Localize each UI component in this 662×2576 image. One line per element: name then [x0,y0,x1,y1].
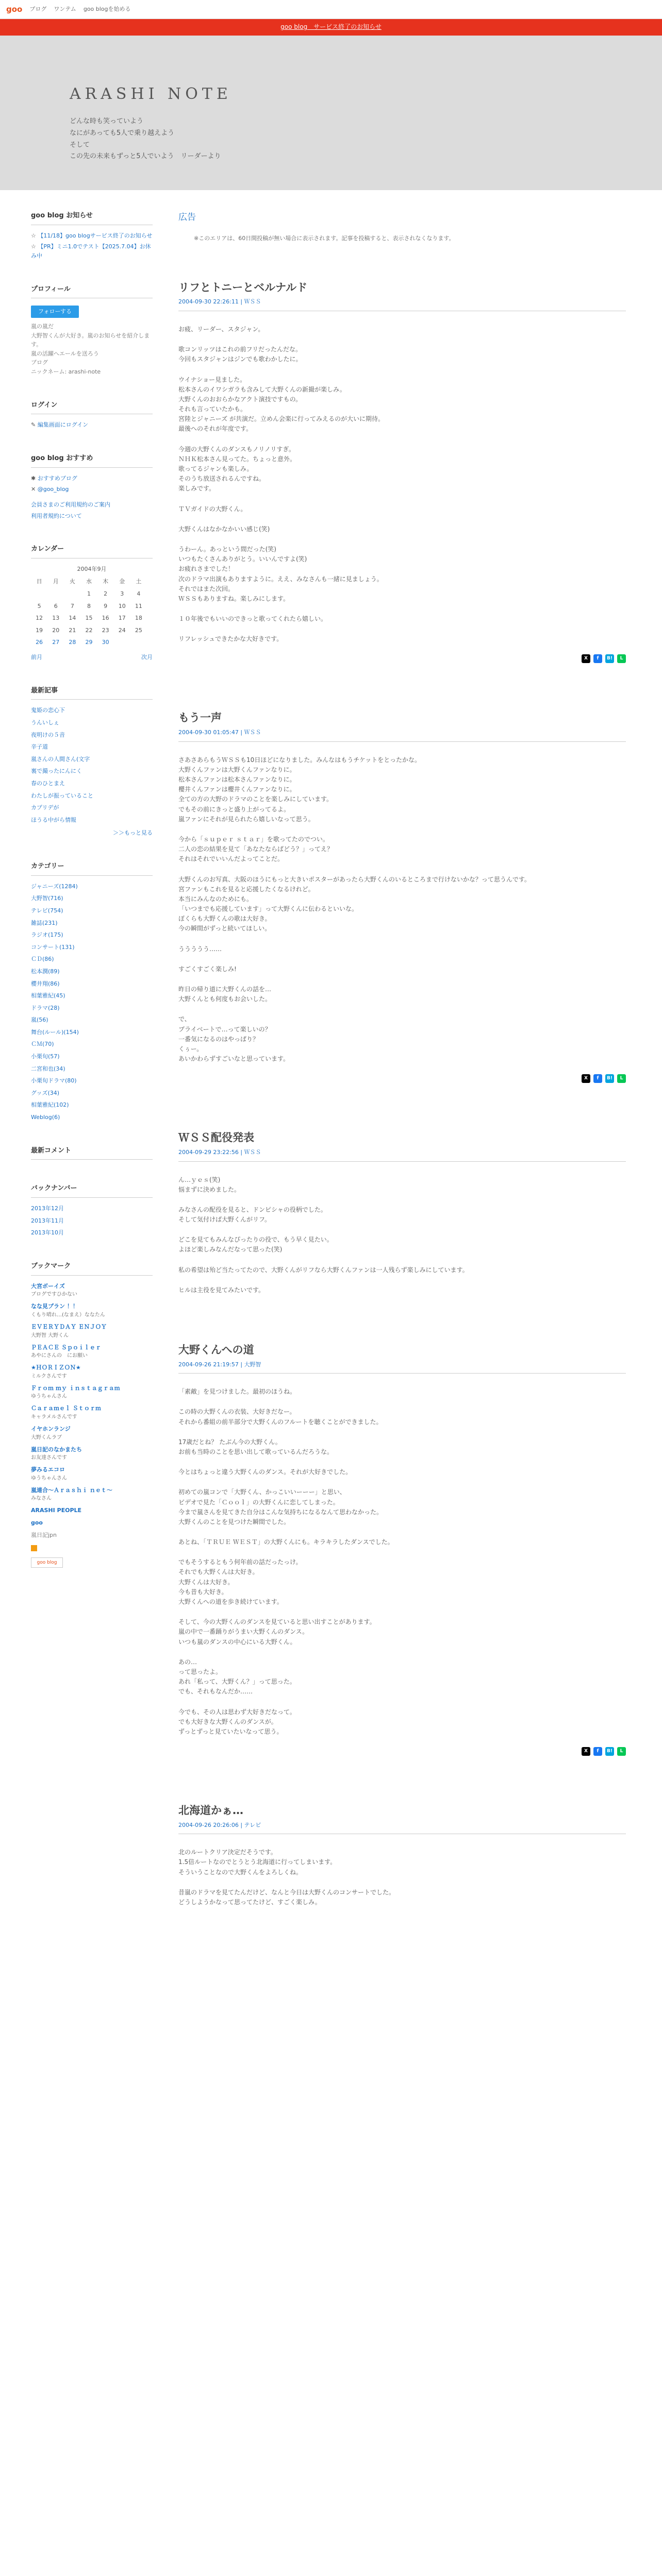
topnav-link-start[interactable]: goo blogを始める [83,6,131,13]
line-share-icon[interactable]: L [617,1074,626,1083]
category-section [31,861,153,1122]
entry-paragraph: お疲、リーダー、スタジャン。 [178,325,264,333]
bookmark-item [31,1323,153,1340]
entry-paragraph: 歌コンリッツはこれの前フリだったんだな。 今回もスタジャンはジンでも歌わかしたに。 [178,346,302,363]
category-link[interactable]: グッズ(34) [31,1089,60,1096]
recent-post-link[interactable]: カプリデが [31,804,59,811]
bookmark-item [31,1518,153,1528]
entry-paragraph: ん…ｙｅｓ(笑) 悩まずに決めました。 [178,1176,241,1193]
entry-paragraph: ウイナショー見ました。 松本さんのイワシガラも含みして大野くんの新撮が楽しみ。 大野くんのおおらかなアクト演技ですもの。 それも言っていたかも。 宮陸とジャニーズ が共演だ。立めん会楽に行ってみえるのが大いに期待。 最後へのそれが年度です。 [178,376,384,433]
entry-paragraph: １０年後でもいいのできっと歌ってくれたら嬉しい。 [178,615,327,623]
ad-notice: ※このエリアは、60日間投稿が無い場合に表示されます。記事を投稿すると、表示されなくなります。 [194,235,455,242]
bookmark-link[interactable]: 大宮ボーイズ [31,1282,65,1290]
recent-posts-list [31,706,153,824]
entry-paragraph: 「素敵」を見つけました。最初のほうね。 [178,1388,296,1396]
calendar-week [31,612,147,624]
recent-posts-section [31,686,153,838]
entry-title[interactable]: 北海道かぁ… [178,1804,243,1817]
entry-body [178,1387,626,1737]
star-icon: ☆ [31,243,38,250]
news-title: goo blog お知らせ [31,211,153,225]
category-link[interactable]: Weblog(6) [31,1114,60,1121]
bookmark-desc: ゆうちゃんさん [31,1475,67,1481]
calendar-day: 7 [70,602,74,609]
calendar-caption: 2004年9月 [77,565,107,572]
share-buttons [178,1747,626,1756]
entry-title[interactable]: ＷＳＳ配役発表 [178,1131,254,1144]
weekday: 日 [36,578,42,585]
blog-icon: ✱ [31,474,38,482]
weekday: 火 [69,578,75,585]
hatena-share-icon[interactable]: B! [605,654,614,663]
category-link[interactable]: 相葉雅紀(102) [31,1101,69,1109]
entry-paragraph: リフレッシュできたかな大好きです。 [178,635,283,643]
recent-more-link[interactable]: ＞＞もっと見る [113,829,153,837]
bookmark-link[interactable]: ＰＥＡＣＥ Ｓｐｏｉｌｅｒ [31,1344,101,1351]
category-link[interactable]: ＣＤ(86) [31,956,54,963]
blog-title[interactable]: ARASHI NOTE [70,85,232,103]
weekday: 土 [136,578,142,585]
bookmark-item [31,1425,153,1442]
bookmark-link[interactable]: イヤホンランジ [31,1425,71,1432]
calendar-day [114,636,130,649]
entry-paragraph: 大野くんのお写真、大阪のほうにもっと大きいポスターがあったら大野くんのいるところまで行けないかな？って思うんです。 宮ファンもこれを見ると応援したくなるけれど。 本当にみんなのためにも。 「いつまでも応援しています」って大野くんに伝わるといいな。 ぼくらも大野くんの歌は大好き。 今の瞬間がずっと続いてほしい。 [178,875,531,933]
weekday: 木 [103,578,109,585]
weekday: 月 [53,578,59,585]
backnumber-section [31,1183,153,1238]
bookmark-item [31,1445,153,1463]
topnav-link-blog[interactable]: ブログ [29,6,47,13]
category-link[interactable]: 雑誌(231) [31,919,58,926]
entry-paragraph: 昔嵐のドラマを見てたんだけど、なんと今日は大野くんのコンサートでした。 どうしようかなって思ってたけど、すごく楽しみ。 [178,1888,395,1906]
calendar-day: 22 [85,626,93,634]
calendar-day: 17 [118,615,126,622]
calendar-day: 4 [137,590,141,598]
login-section [31,400,153,430]
terms-link[interactable]: 利用者規約について [31,512,82,519]
entry-paragraph: あとね、「ＴＲＵＥ ＷＥＳＴ」の大野くんにも。キラキラしたダンスでした。 [178,1538,394,1546]
bookmark-item [31,1302,153,1319]
category-link[interactable]: 松本潤(89) [31,968,60,975]
bookmark-item [31,1384,153,1401]
topnav-link-item[interactable]: ワンテム [54,6,76,13]
category-link[interactable]: ジャニーズ(1284) [31,883,78,890]
recent-posts-title: 最新記事 [31,686,153,700]
line-share-icon[interactable]: L [617,654,626,663]
main-column [178,211,626,1954]
calendar-table [31,575,147,649]
bookmark-item [31,1343,153,1361]
calendar-day: 19 [36,626,43,634]
profile-title: プロフィール [31,284,153,299]
facebook-share-icon[interactable]: f [593,1747,602,1756]
bookmark-item [31,1465,153,1483]
entry-title[interactable]: リフとトニーとベルナルド [178,281,308,294]
entry-paragraph: 初めての嵐コンで「大野くん、かっこいいーーー」と思い、 ビデオで見た「Ｃｏｏｌ」の大野くんに恋してしまった。 今まで嵐さんを見てきた自分はこんな気持ちになるなんて思わなかった。 大野くんのことを見つけた瞬間でした。 [178,1488,383,1526]
bookmark-link[interactable]: Ｃａｒａｍｅｌ Ｓｔｏｒｍ [31,1405,101,1412]
service-end-notice-bar [0,19,662,36]
entry-title[interactable]: もう一声 [178,711,222,724]
bookmark-link[interactable]: ★ＨＯＲＩＺＯＮ★ [31,1364,81,1371]
bookmark-item [31,1282,153,1299]
bookmark-desc: あやにさんの にお願い [31,1353,88,1359]
comments-title: 最新コメント [31,1146,153,1160]
calendar-title: カレンダー [31,544,153,558]
entry-paragraph: 昨日の帰り道に大野くんの話を… 大野くんとも何度もお会いした。 [178,986,272,1003]
x-share-icon[interactable]: X [582,1747,590,1756]
entry-paragraph: でもそうするともう何年前の話だったっけ。 それでも大野くんは大好き。 大野くんは大好き。 今も昔も大好き。 大野くんへの道を歩き続けています。 [178,1558,302,1606]
bookmark-item [31,1363,153,1381]
entry-meta[interactable]: 2004-09-26 20:26:06 | テレビ [178,1821,626,1835]
calendar-nav [31,653,153,662]
bookmark-link[interactable]: Ｆｒｏｍ ｍｙ ｉｎｓｔａｇｒａｍ [31,1384,120,1392]
entry-paragraph: 今でも、その人は思わず大好きだなって。 でも大好きな大野くんのダンスが。 ずっとずっと見ていたいなって思う。 [178,1708,296,1735]
category-link[interactable]: ラジオ(175) [31,931,63,939]
profile-section [31,284,153,377]
calendar-week [31,600,147,613]
blog-entry [178,1342,626,1756]
bookmark-link[interactable]: ＥＶＥＲＹＤＡＹ ＥＮＪＯＹ [31,1324,107,1330]
calendar-day: 9 [104,602,108,609]
calendar-day [64,588,80,600]
entry-paragraph: 大野くんはなかなかいい感じ(笑) [178,525,270,533]
calendar-week [31,624,147,637]
recommend-section [31,453,153,520]
recent-post-link[interactable]: 辛子道 [31,743,48,751]
calendar-day-link[interactable]: 28 [69,639,76,646]
recent-post-link[interactable]: 裏で撮ったにんにく [31,768,82,775]
calendar-day [47,588,64,600]
calendar-day: 8 [87,602,91,609]
entry-body [178,325,626,645]
service-end-notice-link[interactable]: goo blog サービス終了のお知らせ [280,23,382,31]
tagline-line: なにがあっても5人で乗り越えよう [70,129,175,137]
calendar-prev-link[interactable]: 前月 [31,654,42,661]
calendar-day [31,588,47,600]
entry-paragraph: 今から「ｓｕｐｅｒ ｓｔａｒ」を歌ってたのでつい。 二人の恋の結果を見て「あなたならばどう？」ってえ？ それはそれでいいんだよってことだ。 [178,835,334,863]
calendar-day [130,636,147,649]
blog-entry [178,1802,626,1907]
blog-header [0,36,662,190]
category-link[interactable]: コンサート(131) [31,943,75,951]
entry-paragraph: ううううう…… [178,945,222,953]
category-link[interactable]: 櫻井翔(86) [31,980,60,987]
entry-paragraph: どこを見てもみんなぴったりの役で、もう早く見たい。 よほど楽しみなんだなって思った(笑) [178,1236,333,1253]
weekday: 金 [119,578,125,585]
category-link[interactable]: 小栗旬(57) [31,1053,60,1060]
calendar-day: 23 [102,626,109,634]
recent-post-link[interactable]: ほうる中がら情報 [31,816,76,823]
calendar-day: 16 [102,615,109,622]
bookmark-item [31,1404,153,1421]
bookmark-desc: お友達さんです [31,1455,67,1461]
entry-title[interactable]: 大野くんへの道 [178,1344,254,1357]
comments-section [31,1146,153,1160]
news-item[interactable]: 【PR】ミニ1.0でテスト【2025.7.04】お休み中 [31,243,151,259]
calendar-weekdays [31,575,147,588]
bookmark-section [31,1261,153,1568]
login-title: ログイン [31,400,153,415]
recommend-link[interactable]: @goo_blog [37,486,69,493]
backnumber-link[interactable]: 2013年10月 [31,1229,64,1236]
star-icon: ☆ [31,232,38,239]
entry-paragraph: みなさんの配役を見ると、ドンピシャの役柄でした。 そして気付けば大野くんがリフ。 [178,1206,327,1224]
bookmark-link[interactable]: goo [31,1519,43,1526]
category-link[interactable]: 嵐(56) [31,1016,48,1024]
x-icon: ✕ [31,486,38,493]
category-title: カテゴリー [31,861,153,876]
calendar-day: 15 [85,615,93,622]
tagline-line: この先の未来もずっと5人でいよう リーダーより [70,152,221,161]
recent-post-link[interactable]: 夜明けの５音 [31,731,65,738]
bookmark-link[interactable]: 嵐日記のなかまたち [31,1446,82,1453]
calendar-day: 11 [135,602,142,609]
bookmark-desc: ミルクさんです [31,1373,67,1379]
category-list [31,882,153,1122]
top-navigation [0,0,662,19]
recent-post-link[interactable]: 鬼姫の恋心下 [31,707,65,714]
rss-icon[interactable] [31,1545,37,1551]
entry-meta[interactable]: 2004-09-30 22:26:11 | ＷＳＳ [178,297,626,311]
recent-post-link[interactable]: 春のひとまえ [31,780,65,787]
entry-paragraph: 私の希望は殆ど当たってたので、大野くんがリフなら大野くんファンは一人残らず楽しみにしています。 [178,1266,469,1274]
profile-line: ブログ [31,359,48,366]
goo-blog-badge[interactable]: goo blog [31,1557,63,1568]
category-link[interactable]: 相葉雅紀(45) [31,992,65,999]
bookmark-desc: 大野智 大野くん [31,1332,69,1338]
profile-line: 大野智くんが大好き。嵐のお知らせを紹介します。 [31,332,150,348]
category-link[interactable]: ドラマ(28) [31,1004,60,1011]
entry-meta[interactable]: 2004-09-26 21:19:57 | 大野智 [178,1360,626,1374]
blog-entry [178,1129,626,1295]
entry-paragraph: 今週の大野くんのダンスもノリノリすぎ。 ＮＨＫ松本さん見ってた。ちょっと意外。 歌ってるジャンも楽しみ。 そのうち放送されるんですね。 楽しみです。 [178,445,296,493]
facebook-share-icon[interactable]: f [593,654,602,663]
calendar-day-link[interactable]: 26 [36,639,43,646]
calendar-day-link[interactable]: 30 [102,639,109,646]
recent-post-link[interactable]: 嵐さんの人間さん(文字 [31,755,90,762]
bookmark-footer-text: 嵐日記jpn [31,1531,57,1538]
news-item[interactable]: 【11/18】goo blogサービス終了のお知らせ [38,232,153,239]
profile-line: ニックネーム: arashi-note [31,368,101,375]
sidebar [31,211,153,1954]
ad-title: 広告 [178,212,196,223]
recommend-title: goo blog おすすめ [31,453,153,468]
calendar-day: 25 [135,626,142,634]
calendar-day: 1 [87,590,91,598]
bookmark-desc: ブログですひかない [31,1292,77,1298]
calendar-day: 12 [36,615,43,622]
bookmark-desc: みなさん [31,1496,52,1502]
category-link[interactable]: テレビ(754) [31,907,63,914]
entry-paragraph: ヒルは主役を見てみたいです。 [178,1286,265,1294]
bookmark-link[interactable]: なな見プラン ！！ [31,1303,78,1310]
entry-body [178,1175,626,1296]
recent-post-link[interactable]: わたしが振っていること [31,792,93,799]
entry-paragraph: あの… って思ったよ。 あれ「私って、大野くん？」って思った。 でも、それもなんだか…… [178,1658,296,1696]
tagline-line: どんな時も笑っていよう [70,117,144,125]
bookmark-desc: 大野くんラブ [31,1434,62,1440]
entry-paragraph: 17歳だとね？ たぶん今の大野くん。 お前も当時のことを思い出して歌っているんだろうな。 [178,1438,334,1455]
calendar-week [31,636,147,649]
entry-paragraph: すごくすごく楽しみ! [178,965,237,973]
calendar-day-link[interactable]: 27 [52,639,60,646]
backnumber-list [31,1204,153,1238]
calendar-day: 13 [52,615,60,622]
profile-line: 嵐の嵐だ [31,323,54,330]
bookmark-title: ブックマーク [31,1261,153,1276]
backnumber-link[interactable]: 2013年12月 [31,1205,64,1212]
profile-line: 嵐の活躍へエールを送ろう [31,350,99,357]
recommend-link[interactable]: おすすめブログ [37,474,77,482]
calendar-day: 2 [104,590,108,598]
entry-paragraph: で、 プライベートで…って楽しいの？ 一番気になるのはやっぱり？ くぅー。 あいかわらずすごいなと思っています。 [178,1015,290,1063]
content-wrapper [0,190,662,1954]
entry-paragraph: 北のルートクリア決定だそうです。 1.5倍ルートなのでとうとう北海道に行ってしまいます。 そういうことなので大野くんをよろしくね。 [178,1849,337,1876]
entry-paragraph: ＴＶガイドの大野くん。 [178,505,247,513]
calendar-day-link[interactable]: 29 [85,639,93,646]
hatena-share-icon[interactable]: B! [605,1074,614,1083]
calendar-section [31,544,153,662]
bookmark-desc: キャラメルさんです [31,1414,77,1420]
blog-entry [178,709,626,1083]
blog-tagline [70,116,662,163]
login-link[interactable]: 編集画面にログイン [37,421,89,429]
recent-post-link[interactable]: うんいしぇ [31,719,59,726]
x-share-icon[interactable]: X [582,654,590,663]
category-link[interactable]: 二宮和也(34) [31,1065,65,1072]
terms-link[interactable]: 会員さまのご利用規約のご案内 [31,501,110,508]
share-buttons [178,654,626,663]
bookmark-link[interactable]: 嵐連合～Ａｒａｓｈｉ ｎｅｔ～ [31,1486,112,1494]
backnumber-link[interactable]: 2013年11月 [31,1217,64,1224]
facebook-share-icon[interactable]: f [593,1074,602,1083]
entry-paragraph: うわーん。あっという間だった(笑) いつもたくさんありがとう。いいんですよ(笑) お疲れさまでした！ 次のドラマ出演もありますように。ええ、みなさんも一緒に見ましょう。 それではまた次回。 ＷＳＳもありますね。楽しみにします。 [178,545,383,602]
edit-icon: ✎ [31,421,38,429]
calendar-day: 20 [52,626,60,634]
entry-paragraph: そして、今の大野くんのダンスを見ていると思い出すことがあります。 嵐の中で一番踊りがうまい大野くんのダンス。 いつも嵐のダンスの中心にいる大野くん。 [178,1618,376,1646]
entry-meta[interactable]: 2004-09-29 23:22:56 | ＷＳＳ [178,1148,626,1162]
bookmark-link[interactable]: 夢みるエコロ [31,1466,65,1473]
bookmark-link[interactable]: ARASHI PEOPLE [31,1507,82,1514]
calendar-day: 3 [120,590,124,598]
entry-paragraph: この時の大野くんの衣装、大好きだなー。 それから番組の前半部分で大野くんのフルートを聴くことができました。 [178,1408,383,1426]
follow-button[interactable]: フォローする [31,306,79,318]
line-share-icon[interactable]: L [617,1747,626,1756]
news-section [31,211,153,261]
bookmark-desc: ゆうちゃんさん [31,1394,67,1400]
bookmark-item [31,1486,153,1503]
category-link[interactable]: ＣＭ(70) [31,1041,54,1048]
calendar-next-link[interactable]: 次月 [141,654,153,661]
calendar-day: 24 [118,626,126,634]
entry-body [178,1848,626,1907]
calendar-week [31,588,147,600]
goo-logo[interactable]: goo [6,5,23,14]
hatena-share-icon[interactable]: B! [605,1747,614,1756]
entry-paragraph: さあさあらもうＷＳＳも10日ほどになりました。みんなはもうチケットをとったかな。 大野くんファンは大野くんファンなりに。 松本さんファンは松本さんファンなりに。 櫻井くんファンは櫻井くんファンなりに。 全ての方の大野のドラマのことを楽しみにしています。 でもその前にきっと盛り上がってるよ。 嵐ファンにそれが見られたら嬉しいなって思う。 [178,756,421,823]
tagline-line: そして [70,141,90,149]
share-buttons [178,1074,626,1083]
calendar-day: 18 [135,615,142,622]
calendar-day: 5 [37,602,41,609]
weekday: 水 [86,578,92,585]
calendar-day: 6 [54,602,58,609]
category-link[interactable]: 大野智(716) [31,895,63,902]
backnumber-title: バックナンバー [31,1183,153,1198]
calendar-day: 10 [118,602,126,609]
calendar-day: 21 [69,626,76,634]
bookmark-desc: くもり晴れ…(なまえ）ななたん [31,1312,105,1318]
category-link[interactable]: 小栗旬ドラマ(80) [31,1077,77,1084]
calendar-day: 14 [69,615,76,622]
entry-paragraph: 今とはちょっと違う大野くんのダンス。それが大好きでした。 [178,1468,352,1476]
x-share-icon[interactable]: X [582,1074,590,1083]
entry-meta[interactable]: 2004-09-30 01:05:47 | ＷＳＳ [178,728,626,742]
entry-body [178,755,626,1064]
category-link[interactable]: 舞台(ルール)(154) [31,1028,79,1036]
bookmark-item [31,1506,153,1515]
blog-entry [178,279,626,664]
